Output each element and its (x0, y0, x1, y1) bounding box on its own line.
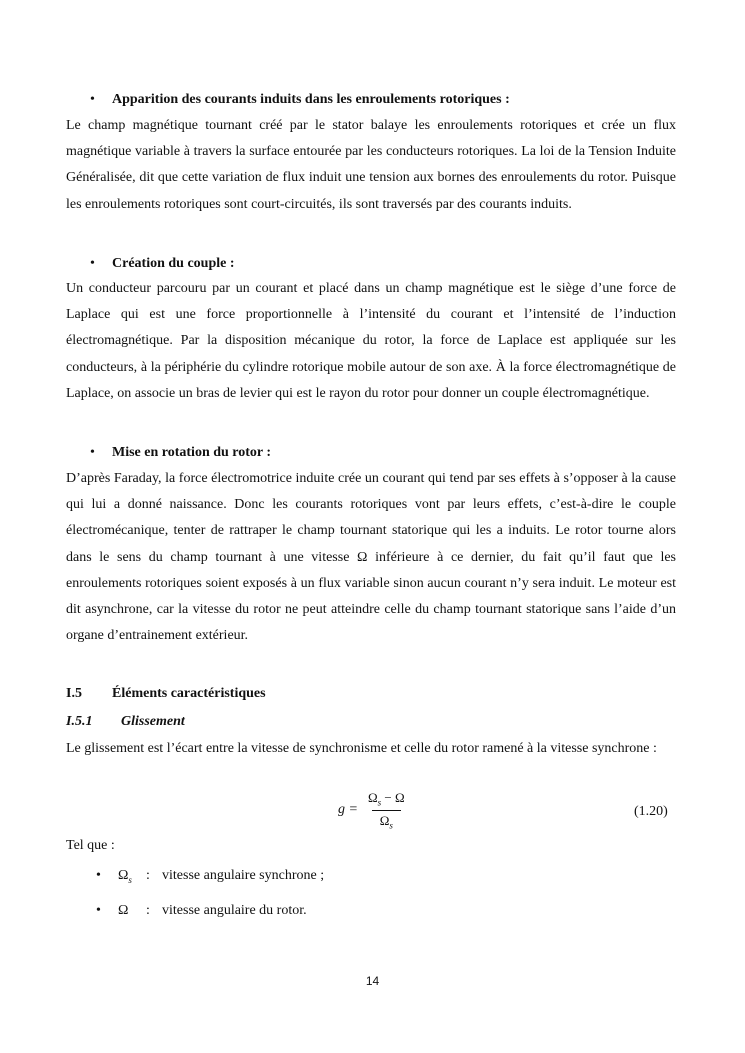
paragraph-rotation: D’après Faraday, la force électromotrice induite crée un courant qui tend par ses effets à s’opposer à la cause qui lui a donné naissance. Donc les courants rotoriques vont par leurs effets, c’est-à-dire le couple électromécanique, tenter de rattraper le champ tournant statorique qui les a induits. Le rotor tourne alors dans le sens du champ tournant à une vitesse Ω inférieure à ce dernier, du fait qu’il faut que les enroulements rotoriques soient exposés à un flux variable sinon aucun courant n’y sera induit. Le moteur est dit asynchrone, car la vitesse du rotor ne peut atteindre celle du champ tournant statorique sans l’aide d’un organe d’entrainement extérieur. (66, 471, 676, 644)
bullet-icon: • (90, 92, 95, 107)
page-number: 14 (365, 974, 380, 988)
paragraph-glissement: Le glissement est l’écart entre la vitesse de synchronisme et celle du rotor ramené à la vitesse synchrone : (66, 741, 657, 756)
section-heading: I.5 Éléments caractéristiques (66, 686, 266, 701)
bullet-icon: • (90, 445, 95, 460)
definition-text: vitesse angulaire synchrone ; (162, 868, 325, 883)
bullet-heading-induced-currents: • Apparition des courants induits dans les enroulements rotoriques : (90, 92, 510, 107)
bullet-heading-rotation: • Mise en rotation du rotor : (90, 445, 272, 460)
definition-text: vitesse angulaire du rotor. (162, 903, 307, 918)
definition-symbol: $\Omega_s$ (118, 868, 132, 885)
definition-symbol: Ω (118, 903, 129, 918)
formula-fraction (364, 790, 409, 830)
formula-numerator: $\Omega_s - \Omega$ (367, 790, 405, 808)
formula-denominator: $\Omega_s$ (372, 810, 401, 831)
bullet-icon: • (96, 868, 101, 883)
bullet-icon: • (90, 256, 95, 271)
subsection-heading: I.5.1 Glissement (66, 714, 185, 729)
paragraph-torque: Un conducteur parcouru par un courant et placé dans un champ magnétique est le siège d’une force de Laplace qui est une force proportionnelle à l’intensité du courant et l’intensité de l’induction électromagnétique. Par la disposition mécanique du rotor, la force de Laplace est appliquée sur les conducteurs, à la périphérie du cylindre rotorique mobile autour de son axe. À la force électromagnétique de Laplace, on associe un bras de levier qui est le rayon du rotor pour donner un couple électromagnétique. (66, 281, 676, 401)
definition-item: • Ω : vitesse angulaire du rotor. (96, 903, 307, 918)
equation-number: (1.20) (634, 804, 668, 819)
paragraph-induced-currents: Le champ magnétique tournant créé par le stator balaye les enroulements rotoriques et crée un flux magnétique variable à travers la surface entourée par les conducteurs rotoriques. La loi de la Tension Induite Généralisée, dit que cette variation de flux induit une tension aux bornes des enroulements du rotor. Puisque les enroulements rotoriques sont court-circuités, ils sont traversés par des courants induits. (66, 118, 676, 212)
definition-item: • $\Omega_s$ : vitesse angulaire synchrone ; (96, 868, 325, 885)
bullet-heading-torque: • Création du couple : (90, 256, 235, 271)
bullet-icon: • (96, 903, 101, 918)
tel-que-label: Tel que : (66, 838, 115, 853)
slip-formula: g = $\frac{\Omega_s - \Omega}{\Omega_s}$ (338, 790, 409, 830)
